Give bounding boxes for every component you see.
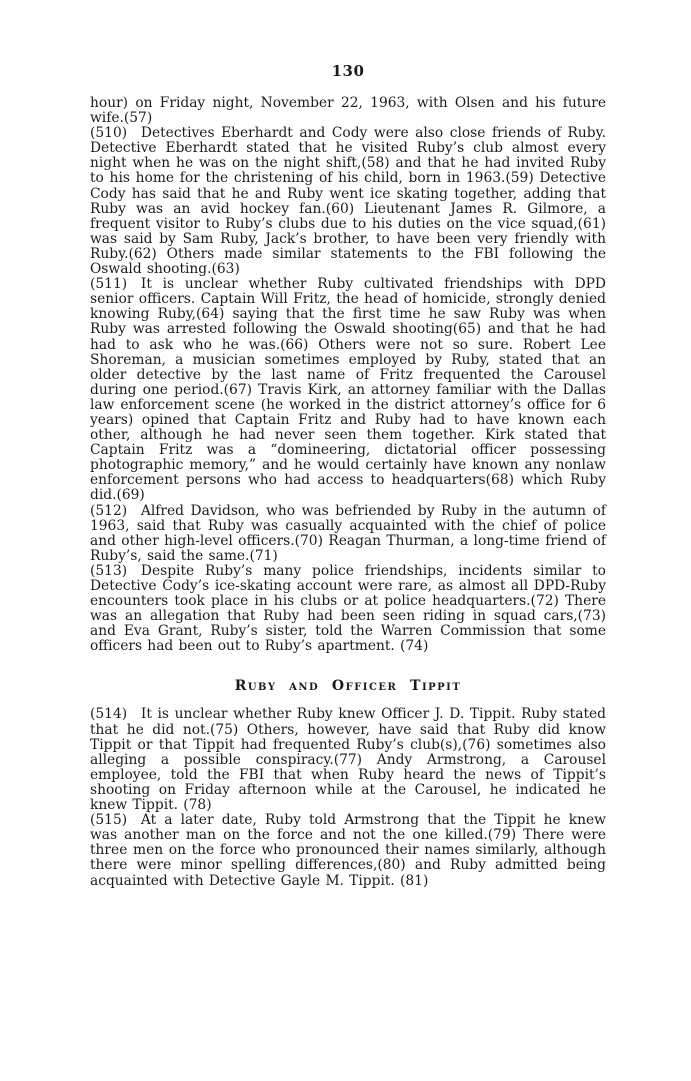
paragraph-514: (514) It is unclear whether Ruby knew Officer J. D. Tippit. Ruby stated that he did not.(75) Others, however, have said that Ruby did know Tippit or that Tippit had frequented Ruby’s club(s),(76) sometimes also alleging a possible conspiracy.(77) Andy Armstrong, a Carousel employee, told the FBI that when Ruby heard the news of Tippit’s shooting on Friday afternoon while at the Carousel, he indicated he knew Tippit. (78) [90, 706, 606, 814]
paragraph-511: (511) It is unclear whether Ruby cultivated friendships with DPD senior officers. Captain Will Fritz, the head of homicide, strongly denied knowing Ruby,(64) saying that the first time he saw Ruby was when Ruby was arrested following the Oswald shooting(65) and that he had had to ask who he was.(66) Others were not so sure. Robert Lee Shoreman, a musician sometimes employed by Ruby, stated that an older detective by the last name of Fritz frequented the Carousel during one period.(67) Travis Kirk, an attorney familiar with the Dallas law enforcement scene (he worked in the district attorney’s office for 6 years) opined that Captain Fritz and Ruby had to have known each other, although he had never seen them together. Kirk stated that Captain Fritz was a “domineering, dictatorial officer possessing photographic memory,” and he would certainly have known any nonlaw enforcement persons who had access to headquarters(68) which Ruby did.(69) [90, 276, 606, 504]
paragraph-512: (512) Alfred Davidson, who was befriended by Ruby in the autumn of 1963, said that Ruby was casually acquainted with the chief of police and other high-level officers.(70) Reagan Thurman, a long-time friend of Ruby’s, said the same.(71) [90, 502, 606, 564]
paragraph-continuation: hour) on Friday night, November 22, 1963, with Olsen and his future wife.(57) [90, 95, 606, 127]
text-block [90, 62, 606, 889]
paragraph-510: (510) Detectives Eberhardt and Cody were also close friends of Ruby. Detective Eberhardt stated that he visited Ruby’s club almost every night when he was on the night shift,(58) and that he had invited Ruby to his home for the christening of his child, born in 1963.(59) Detective Cody has said that he and Ruby went ice skating together, adding that Ruby was an avid hockey fan.(60) Lieutenant James R. Gilmore, a frequent visitor to Ruby’s clubs due to his duties on the vice squad,(61) was said by Sam Ruby, Jack’s brother, to have been very friendly with Ruby.(62) Others made similar statements to the FBI following the Oswald shooting.(63) [90, 125, 606, 278]
page-number: 130 [331, 62, 365, 80]
paragraph-515: (515) At a later date, Ruby told Armstrong that the Tippit he knew was another man on the force and not the one killed.(79) There were three men on the force who pronounced their names similarly, although there were minor spelling differences,(80) and Ruby admitted being acquainted with Detective Gayle M. Tippit. (81) [90, 812, 606, 889]
paragraph-513: (513) Despite Ruby’s many police friendships, incidents similar to Detective Cody’s ice-skating account were rare, as almost all DPD-Ruby encounters took place in his clubs or at police headquarters.(72) There was an allegation that Ruby had been seen riding in squad cars,(73) and Eva Grant, Ruby’s sister, told the Warren Commission that some officers had been out to Ruby’s apartment. (74) [90, 562, 606, 655]
section-heading: Ruby and Officer Tippit [234, 678, 462, 695]
